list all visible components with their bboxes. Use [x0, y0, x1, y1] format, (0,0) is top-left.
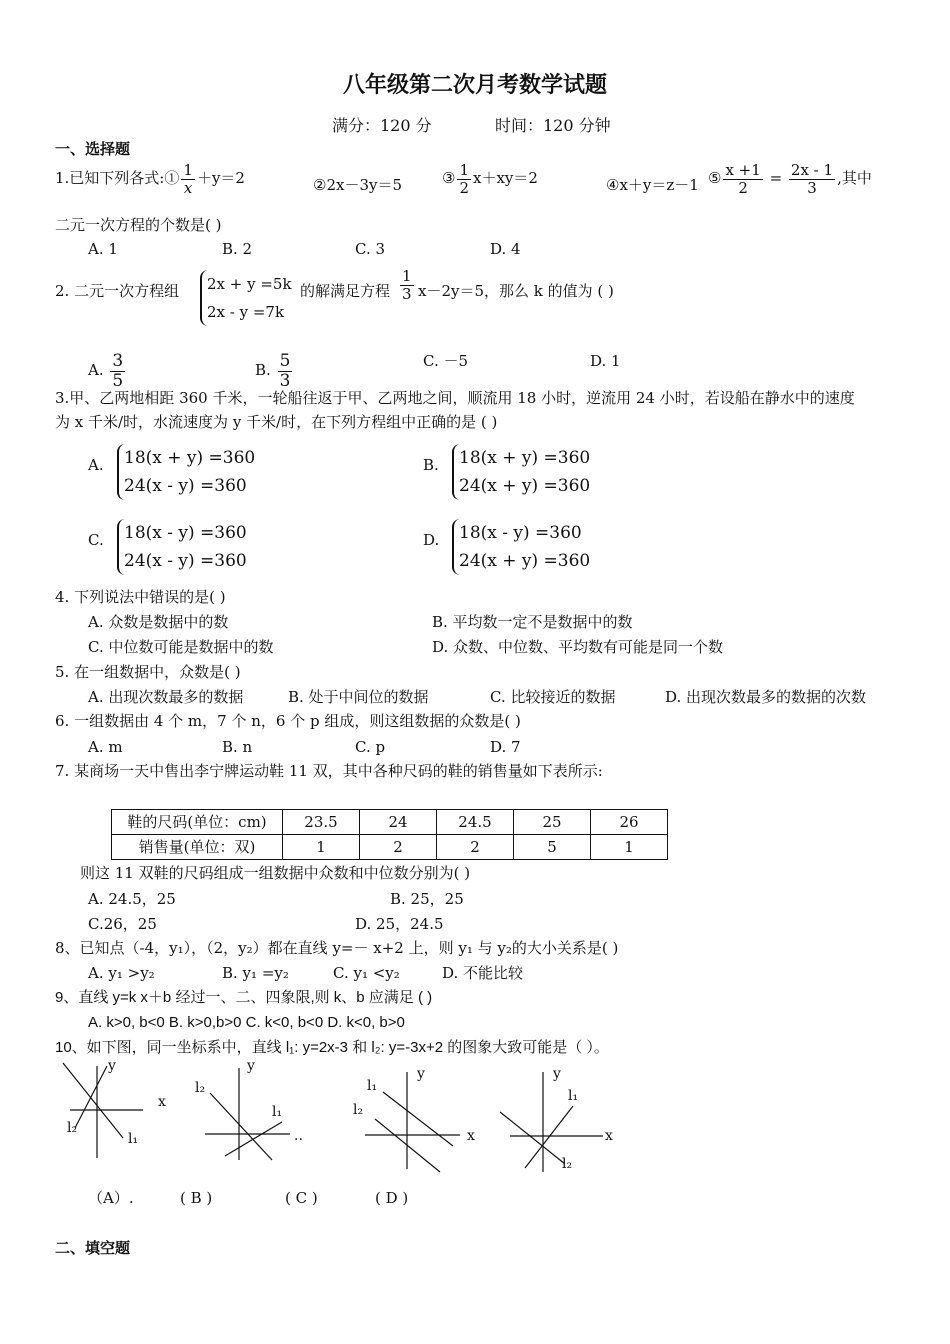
table-cell: 1	[591, 835, 668, 860]
q3-choice-b-system	[452, 444, 590, 500]
fraction-1-over-2: $\frac{1}{2}$	[459, 161, 469, 197]
shoe-size-table	[111, 809, 668, 860]
q3-choice-a-label: A.	[88, 456, 104, 474]
q1-option3	[442, 162, 538, 196]
fraction-2x-minus-1-over-3: $\frac{2x - 1}{3}$	[790, 161, 834, 197]
q5-choice-b: B. 处于中间位的数据	[288, 688, 429, 706]
graph-a-l2-label: l₂	[67, 1120, 78, 1136]
graph-c-x-label: x	[467, 1128, 475, 1144]
q7-follow: 则这 11 双鞋的尺码组成一组数据中众数和中位数分别为( )	[80, 864, 471, 882]
q5-choice-d: D. 出现次数最多的数据的次数	[665, 688, 867, 706]
q1-choice-a: A. 1	[88, 240, 118, 258]
table-cell: 销售量(单位：双)	[112, 835, 283, 860]
q2-choice-b	[255, 352, 294, 390]
q2-equation-2: 2x - y =7k	[207, 303, 285, 321]
table-cell: 5	[514, 835, 591, 860]
q4-choice-a: A. 众数是数据中的数	[88, 613, 229, 631]
table-row-size	[112, 810, 668, 835]
q1-label: 1.已知下列各式:	[55, 169, 165, 187]
q3-d-eq1: 18(x - y) =360	[459, 523, 582, 543]
q8-choice-b: B. y₁ =y₂	[222, 964, 289, 982]
graph-c-l2-label: l₂	[353, 1102, 364, 1118]
graph-a	[55, 1058, 185, 1168]
graph-c-y-label: y	[417, 1066, 425, 1082]
q7-choice-c: C.26，25	[88, 915, 157, 933]
q3-c-eq1: 18(x - y) =360	[124, 523, 247, 543]
q3-choice-a-system	[117, 444, 255, 500]
section-fill-heading: 二、填空题	[55, 1239, 131, 1257]
q2-fraction-1-over-3: $\frac{1}{3}$	[402, 267, 412, 303]
q1-option5: ⑤ $\frac{x +1}{2}$ = $\frac{2x - 1}{3}$ ,其中	[708, 161, 872, 197]
q1-choice-c: C. 3	[355, 240, 386, 258]
q4-choice-b: B. 平均数一定不是数据中的数	[432, 613, 633, 631]
graph-caption-a: （A）.	[88, 1189, 134, 1207]
q3-c-eq2: 24(x - y) =360	[124, 551, 247, 571]
q6-choice-a: A. m	[88, 738, 123, 756]
q6-choice-b: B. n	[222, 738, 253, 756]
fraction-x-plus-1-over-2: $\frac{x +1}{2}$	[725, 161, 761, 197]
q4-choice-c: C. 中位数可能是数据中的数	[88, 638, 274, 656]
q10-stem: 10、如下图，同一坐标系中，直线 l₁: y=2x-3 和 l₂: y=-3x+2 的图象大致可能是（ ）。	[55, 1039, 609, 1056]
q4-choice-d: D. 众数、中位数、平均数有可能是同一个数	[432, 638, 724, 656]
q3-b-eq1: 18(x + y) =360	[459, 448, 591, 468]
graph-a-x-label: x	[158, 1094, 166, 1110]
graph-c-l1-label: l₁	[367, 1078, 378, 1094]
fraction-5-over-3: $\frac{5}{3}$	[279, 351, 291, 391]
q5-choice-a: A. 出现次数最多的数据	[88, 688, 244, 706]
q8-choice-a: A. y₁ >y₂	[88, 964, 155, 982]
graph-d-x-label: x	[605, 1128, 613, 1144]
q7-choice-a: A. 24.5，25	[88, 890, 176, 908]
q1-option4: ④x＋y＝z－1	[606, 176, 699, 194]
q3-a-eq1: 18(x + y) =360	[124, 448, 256, 468]
q3-choice-b-label: B.	[423, 456, 439, 474]
q1-option1-mark: ①	[164, 169, 180, 187]
graph-d-l1-label: l₁	[568, 1088, 579, 1104]
graph-b-y-label: y	[247, 1058, 255, 1074]
q4-stem: 4. 下列说法中错误的是( )	[55, 588, 226, 606]
table-row-sales	[112, 835, 668, 860]
q9-choices: A. k>0, b<0 B. k>0,b>0 C. k<0, b<0 D. k<0, b>0	[88, 1014, 405, 1031]
graph-caption-d: ( D )	[375, 1189, 409, 1207]
q8-choice-c: C. y₁ <y₂	[333, 964, 400, 982]
q1-tail: ,其中	[837, 169, 872, 187]
page-title: 八年级第二次月考数学试题	[342, 72, 607, 98]
table-cell: 鞋的尺码(单位：cm)	[112, 810, 283, 835]
q6-choice-d: D. 7	[490, 738, 521, 756]
q1-option1: ＋y＝2	[196, 169, 245, 187]
q2-choice-c: C. －5	[423, 352, 469, 370]
q2-equation-1: 2x + y =5k	[207, 275, 292, 293]
q1-option5-mark: ⑤	[708, 169, 722, 187]
graph-c	[345, 1064, 485, 1174]
q2-label: 2. 二元一次方程组	[55, 282, 180, 300]
q1-choice-d: D. 4	[490, 240, 521, 258]
graph-b-svg	[190, 1058, 310, 1168]
table-cell: 24	[360, 810, 437, 835]
exam-time: 时间：120 分钟	[495, 116, 611, 135]
q7-stem: 7. 某商场一天中售出李宁牌运动鞋 11 双，其中各种尺码的鞋的销售量如下表所示:	[55, 762, 603, 780]
q2-choice-d: D. 1	[590, 352, 621, 370]
table-cell: 2	[437, 835, 514, 860]
q1-option2: ②2x－3y＝5	[313, 176, 403, 194]
q6-choice-c: C. p	[355, 738, 386, 756]
graph-a-svg	[55, 1058, 185, 1168]
q1-option3-mark: ③	[442, 169, 456, 187]
q3-choice-d-system	[452, 519, 590, 575]
q3-choice-c-system	[117, 519, 247, 575]
table-cell: 23.5	[283, 810, 360, 835]
q5-stem: 5. 在一组数据中，众数是( )	[55, 663, 241, 681]
graph-d	[495, 1064, 625, 1174]
section-choice-heading: 一、选择题	[55, 140, 131, 158]
graph-d-l2-label: l₂	[562, 1156, 573, 1172]
fraction-3-over-5: $\frac{3}{5}$	[112, 351, 124, 391]
q2-mid: 的解满足方程	[300, 282, 391, 300]
q8-stem: 8、已知点（-4，y₁），（2，y₂）都在直线 y=－ x+2 上，则 y₁ 与 y₂的大小关系是( )	[55, 939, 619, 957]
q6-stem: 6. 一组数据由 4 个 m，7 个 n，6 个 p 组成，则这组数据的众数是( )	[55, 712, 521, 730]
table-cell: 25	[514, 810, 591, 835]
table-cell: 24.5	[437, 810, 514, 835]
q8-choice-d: D. 不能比较	[442, 964, 524, 982]
q3-choice-c-label: C.	[88, 531, 104, 549]
graph-caption-b: ( B )	[180, 1189, 213, 1207]
fraction-1-over-x: $\frac{1}{x}$	[183, 161, 193, 197]
table-cell: 1	[283, 835, 360, 860]
graph-b	[190, 1058, 310, 1168]
table-cell: 2	[360, 835, 437, 860]
q3-line2: 为 x 千米/时，水流速度为 y 千米/时，在下列方程组中正确的是 ( )	[55, 413, 498, 431]
question-1	[55, 162, 245, 196]
graph-b-l2-label: l₂	[195, 1080, 206, 1096]
q1-choice-b: B. 2	[222, 240, 253, 258]
q2-choice-a	[88, 352, 127, 390]
graph-c-svg	[345, 1064, 485, 1174]
table-cell: 26	[591, 810, 668, 835]
q5-choice-c: C. 比较接近的数据	[490, 688, 616, 706]
full-score: 满分：120 分	[332, 116, 432, 135]
q2-choice-a-label: A.	[88, 361, 104, 380]
q3-line1: 3.甲、乙两地相距 360 千米，一轮船往返于甲、乙两地之间，顺流用 18 小时，逆流用 24 小时，若设船在静水中的速度	[55, 389, 855, 407]
q2-choice-b-label: B.	[255, 361, 271, 380]
q2-system	[200, 270, 292, 326]
graph-caption-c: ( C )	[285, 1189, 318, 1207]
graph-b-l1-label: l₁	[272, 1104, 283, 1120]
q3-a-eq2: 24(x - y) =360	[124, 476, 247, 496]
graph-b-dots: ..	[294, 1128, 303, 1144]
q2-tail: x－2y＝5，那么 k 的值为 ( )	[418, 282, 614, 300]
graph-a-y-label: y	[108, 1058, 116, 1074]
graph-d-y-label: y	[553, 1066, 561, 1082]
q3-b-eq2: 24(x + y) =360	[459, 476, 591, 496]
q1-line2: 二元一次方程的个数是( )	[55, 216, 222, 234]
q7-choice-d: D. 25，24.5	[355, 915, 444, 933]
q3-d-eq2: 24(x + y) =360	[459, 551, 591, 571]
graph-a-l1-label: l₁	[128, 1131, 139, 1147]
q7-choice-b: B. 25，25	[390, 890, 464, 908]
q3-choice-d-label: D.	[423, 531, 440, 549]
q9-stem: 9、直线 y=k x＋b 经过一、二、四象限,则 k、b 应满足 ( )	[55, 989, 433, 1006]
q1-option3-text: x＋xy＝2	[473, 169, 538, 187]
